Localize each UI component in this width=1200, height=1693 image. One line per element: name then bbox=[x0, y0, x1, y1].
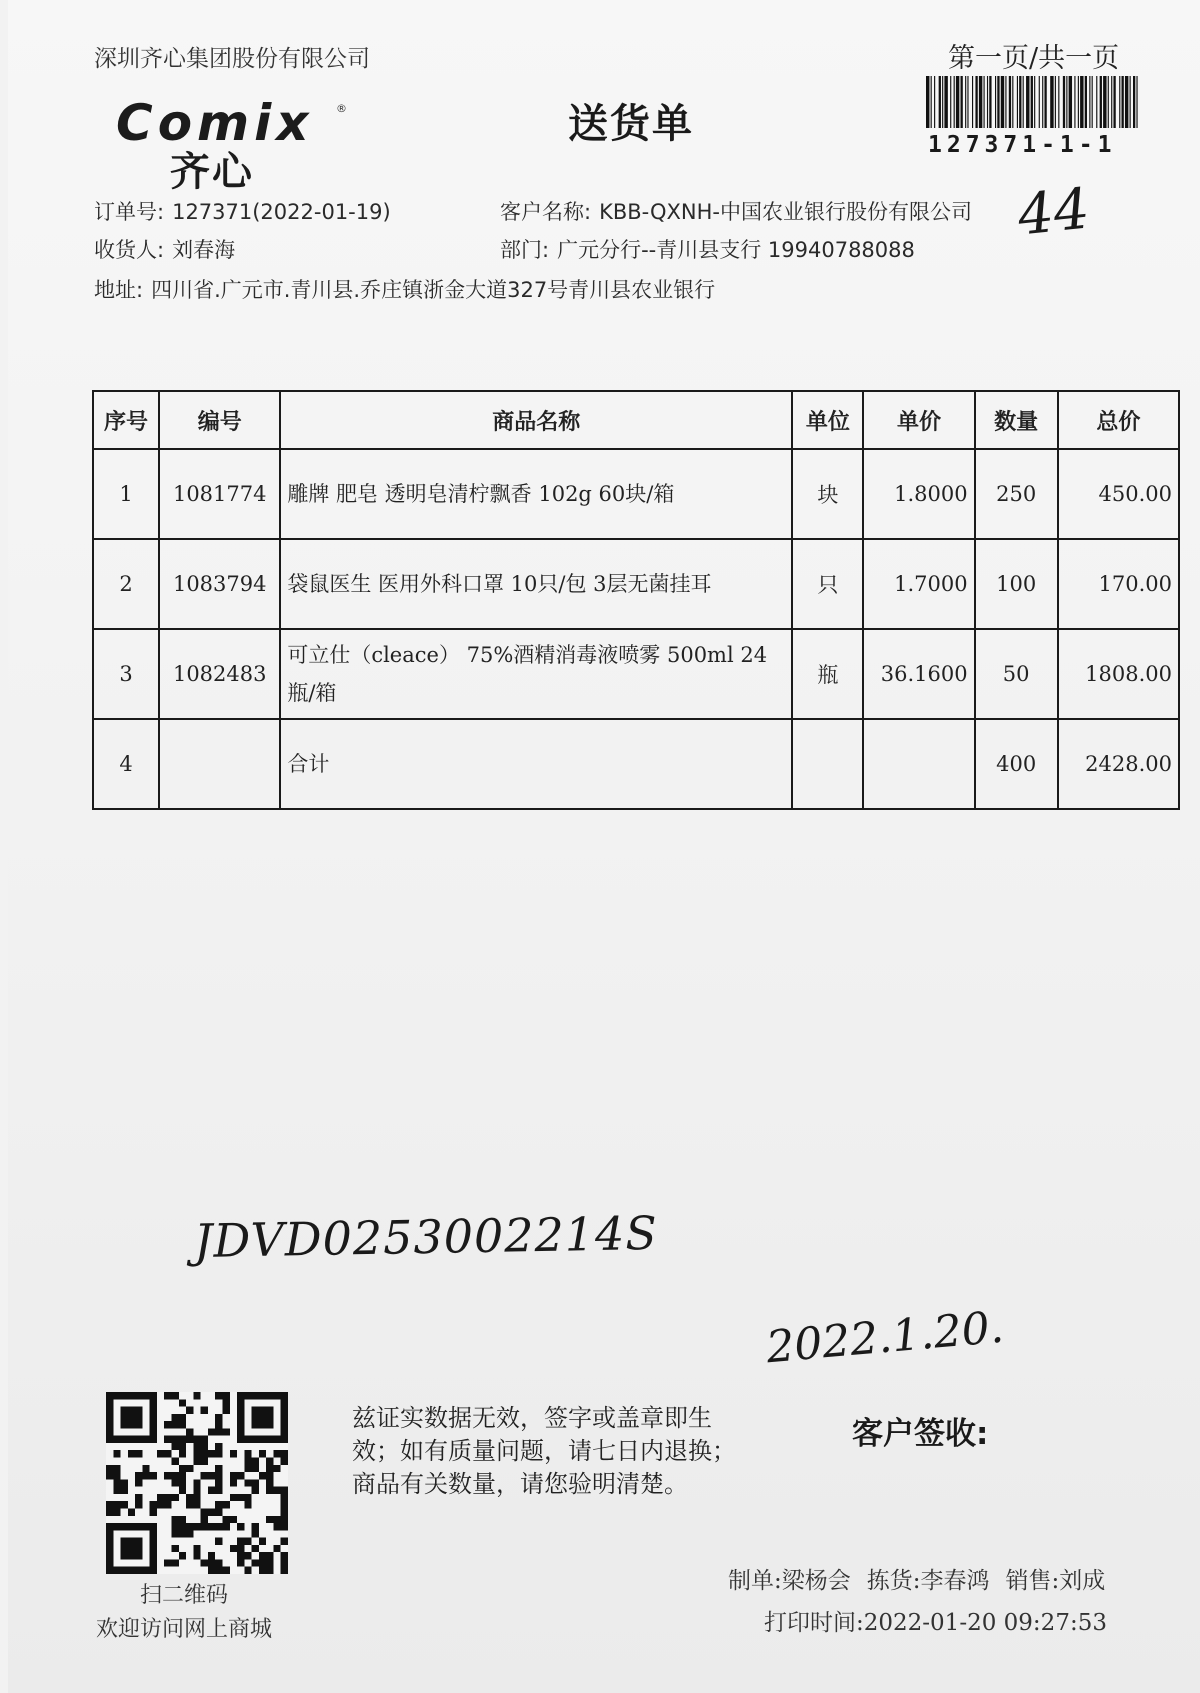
receiver-label: 收货人: bbox=[94, 238, 165, 262]
customer-name bbox=[500, 196, 972, 226]
table-row bbox=[93, 539, 1179, 629]
department-label: 部门: bbox=[500, 238, 550, 262]
row-unit: 块 bbox=[792, 449, 863, 539]
header-code: 编号 bbox=[159, 391, 280, 449]
row-code: 1083794 bbox=[159, 539, 280, 629]
items-table bbox=[92, 390, 1180, 810]
row-quantity: 100 bbox=[975, 539, 1058, 629]
row-index: 4 bbox=[93, 719, 159, 809]
table-row bbox=[93, 449, 1179, 539]
barcode bbox=[926, 76, 1138, 128]
company-name: 深圳齐心集团股份有限公司 bbox=[94, 46, 370, 72]
row-index: 3 bbox=[93, 629, 159, 719]
header-total: 总价 bbox=[1058, 391, 1179, 449]
registered-mark-icon: ® bbox=[336, 102, 347, 115]
row-quantity: 50 bbox=[975, 629, 1058, 719]
table-header-row bbox=[93, 391, 1179, 449]
total-quantity: 400 bbox=[975, 719, 1058, 809]
row-unit: 只 bbox=[792, 539, 863, 629]
handwritten-mark: 44 bbox=[1014, 176, 1093, 249]
header-index: 序号 bbox=[93, 391, 159, 449]
row-unit bbox=[792, 719, 863, 809]
department bbox=[500, 234, 915, 264]
header-unit-price: 单价 bbox=[863, 391, 974, 449]
row-code: 1082483 bbox=[159, 629, 280, 719]
receiver-value: 刘春海 bbox=[172, 238, 236, 262]
notice-line: 兹证实数据无效，签字或盖章即生 bbox=[352, 1404, 712, 1432]
table-row bbox=[93, 629, 1179, 719]
document-title: 送货单 bbox=[568, 101, 694, 147]
row-unit-price: 1.8000 bbox=[863, 449, 974, 539]
logo-chinese: 齐心 bbox=[170, 149, 254, 195]
notice-text bbox=[352, 1402, 736, 1501]
row-code bbox=[159, 719, 280, 809]
maker: 制单:梁杨会 bbox=[728, 1568, 851, 1594]
notice-line: 效；如有质量问题，请七日内退换； bbox=[352, 1437, 736, 1465]
address bbox=[94, 274, 715, 304]
picker: 拣货:李春鸿 bbox=[866, 1568, 990, 1594]
barcode-number: 127371-1-1 bbox=[928, 132, 1117, 158]
comix-logo bbox=[116, 94, 348, 195]
qr-caption-scan: 扫二维码 bbox=[140, 1583, 229, 1608]
staff-line bbox=[728, 1562, 1121, 1595]
customer-label: 客户名称: bbox=[500, 200, 592, 224]
table-total-row bbox=[93, 719, 1179, 809]
row-unit-price: 1.7000 bbox=[863, 539, 974, 629]
row-total: 1808.00 bbox=[1058, 629, 1179, 719]
order-value: 127371(2022-01-19) bbox=[172, 200, 391, 224]
row-index: 1 bbox=[93, 449, 159, 539]
total-label: 合计 bbox=[280, 719, 792, 809]
order-label: 订单号: bbox=[94, 200, 165, 224]
handwritten-date: 2022.1.20. bbox=[764, 1301, 1006, 1374]
row-total: 450.00 bbox=[1058, 449, 1179, 539]
logo-brand: Comix bbox=[116, 94, 314, 152]
row-unit: 瓶 bbox=[792, 629, 863, 719]
header-quantity: 数量 bbox=[975, 391, 1058, 449]
address-value: 四川省.广元市.青川县.乔庄镇浙金大道327号青川县农业银行 bbox=[151, 278, 716, 302]
header-product-name: 商品名称 bbox=[280, 391, 792, 449]
row-index: 2 bbox=[93, 539, 159, 629]
department-value: 广元分行--青川县支行 19940788088 bbox=[557, 238, 915, 262]
page-indicator: 第一页/共一页 bbox=[948, 43, 1120, 74]
row-product-name: 袋鼠医生 医用外科口罩 10只/包 3层无菌挂耳 bbox=[280, 539, 792, 629]
sales: 销售:刘成 bbox=[1005, 1568, 1106, 1594]
address-label: 地址: bbox=[94, 278, 144, 302]
row-product-name: 雕牌 肥皂 透明皂清柠飘香 102g 60块/箱 bbox=[280, 449, 792, 539]
row-total: 170.00 bbox=[1058, 539, 1179, 629]
customer-signature-label: 客户签收: bbox=[852, 1416, 989, 1452]
receiver bbox=[94, 234, 235, 264]
notice-line: 商品有关数量，请您验明清楚。 bbox=[352, 1470, 688, 1498]
row-unit-price bbox=[863, 719, 974, 809]
qr-code-icon bbox=[106, 1392, 288, 1574]
handwritten-code: JDVD0253002214S bbox=[193, 1205, 659, 1269]
delivery-note-page bbox=[8, 0, 1200, 1693]
print-time: 打印时间:2022-01-20 09:27:53 bbox=[764, 1610, 1107, 1636]
row-product-name: 可立仕（cleace） 75%酒精消毒液喷雾 500ml 24瓶/箱 bbox=[280, 629, 792, 719]
order-number bbox=[94, 196, 391, 226]
row-unit-price: 36.1600 bbox=[863, 629, 974, 719]
customer-value: KBB-QXNH-中国农业银行股份有限公司 bbox=[599, 200, 973, 224]
qr-caption-mall: 欢迎访问网上商城 bbox=[96, 1617, 273, 1642]
grand-total: 2428.00 bbox=[1058, 719, 1179, 809]
row-code: 1081774 bbox=[159, 449, 280, 539]
row-quantity: 250 bbox=[975, 449, 1058, 539]
header-unit: 单位 bbox=[792, 391, 863, 449]
